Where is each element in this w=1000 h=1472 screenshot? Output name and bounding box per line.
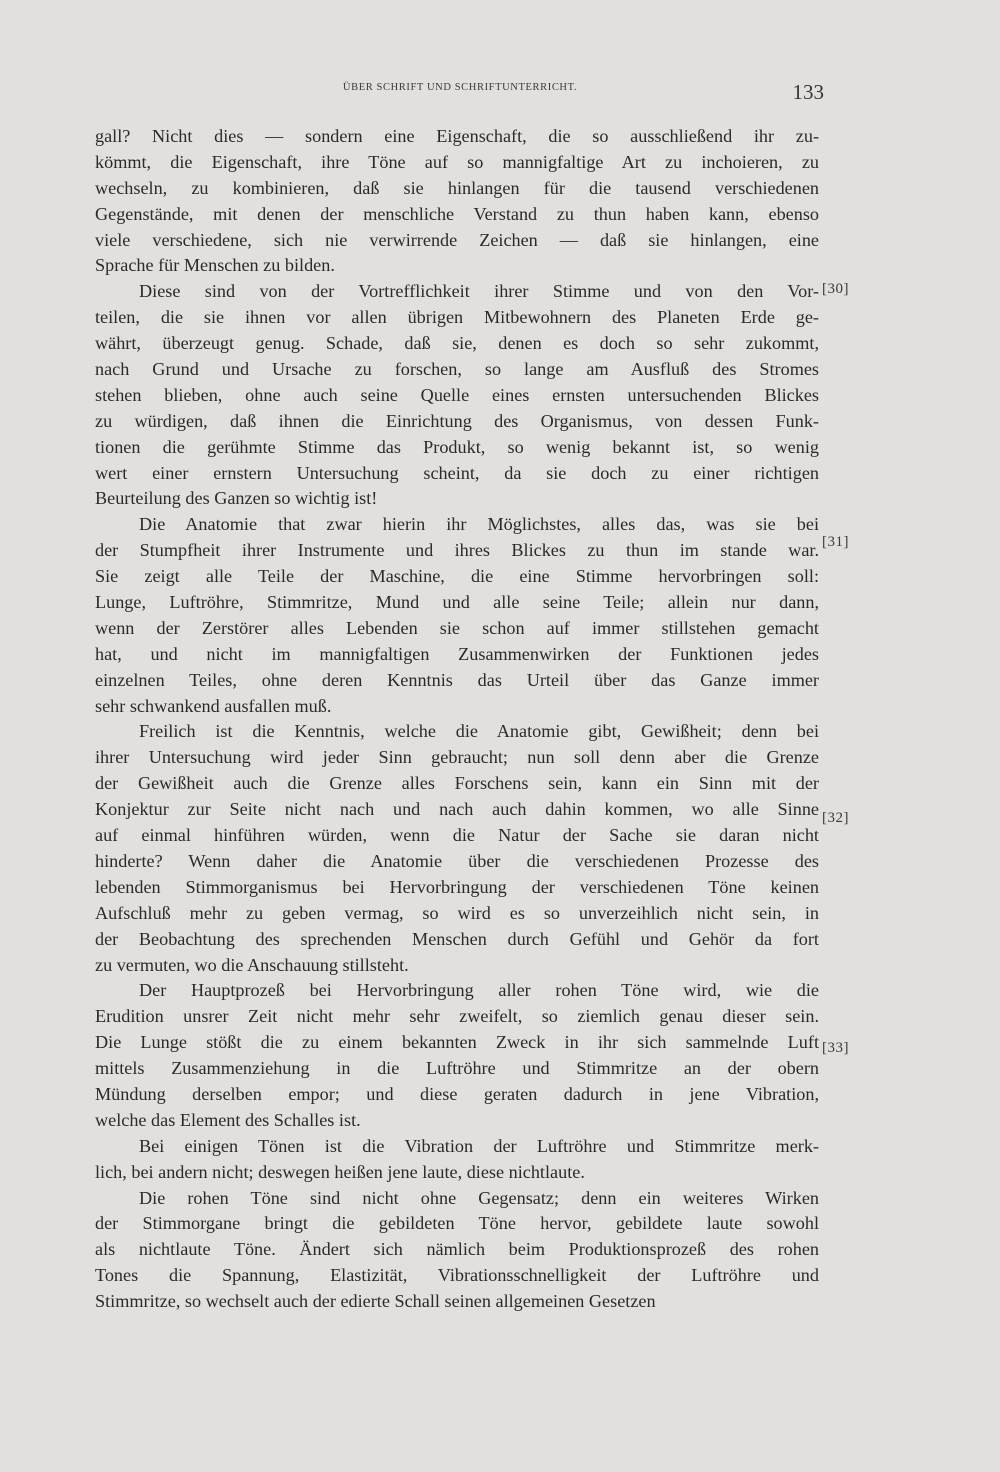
text-line: Sprache für Menschen zu bilden. xyxy=(95,255,335,276)
margin-line-number: [30] xyxy=(822,281,849,297)
running-head: ÜBER SCHRIFT UND SCHRIFTUNTERRICHT. xyxy=(342,82,578,93)
text-line: viele verschiedene, sich nie verwirrende Zeichen — daß sie hinlangen, eine xyxy=(95,229,819,250)
text-line: der Gewißheit auch die Grenze alles Forschens sein, kann ein Sinn mit der xyxy=(95,773,819,794)
text-line: Der Hauptprozeß bei Hervorbringung aller rohen Töne wird, wie die xyxy=(139,980,819,1001)
text-line: Mündung derselben empor; und diese geraten dadurch in jene Vibration, xyxy=(95,1083,819,1104)
text-line: welche das Element des Schalles ist. xyxy=(95,1109,361,1130)
text-line: mittels Zusammenziehung in die Luftröhre und Stimmritze an der obern xyxy=(95,1058,819,1079)
text-line: teilen, die sie ihnen vor allen übrigen Mitbewohnern des Planeten Erde ge- xyxy=(95,307,819,328)
text-line: auf einmal hinführen würden, wenn die Natur der Sache sie daran nicht xyxy=(95,825,819,846)
text-line: wechseln, zu kombinieren, daß sie hinlangen für die tausend verschiedenen xyxy=(95,177,819,198)
margin-line-number: [33] xyxy=(822,1040,849,1056)
text-line: währt, überzeugt genug. Schade, daß sie, denen es doch so sehr zukommt, xyxy=(95,333,819,354)
text-line: einzelnen Teiles, ohne deren Kenntnis das Urteil über das Ganze immer xyxy=(95,669,819,690)
text-line: sehr schwankend ausfallen muß. xyxy=(95,695,332,716)
text-line: Lunge, Luftröhre, Stimmritze, Mund und alle seine Teile; allein nur dann, xyxy=(95,592,819,613)
text-line: Die rohen Töne sind nicht ohne Gegensatz; denn ein weiteres Wirken xyxy=(139,1187,819,1208)
text-line: Diese sind von der Vortrefflichkeit ihrer Stimme und von den Vor- xyxy=(139,281,819,302)
text-line: zu vermuten, wo die Anschauung stillsteht. xyxy=(95,954,409,975)
text-line: Aufschluß mehr zu geben vermag, so wird es so unverzeihlich nicht sein, in xyxy=(95,902,819,923)
text-line: wert einer ernstern Untersuchung scheint, da sie doch zu einer richtigen xyxy=(95,462,819,483)
text-line: Bei einigen Tönen ist die Vibration der Luftröhre und Stimmritze merk- xyxy=(139,1135,819,1156)
text-line: nach Grund und Ursache zu forschen, so lange am Ausfluß des Stromes xyxy=(95,359,819,380)
text-line: als nichtlaute Töne. Ändert sich nämlich beim Produktionsprozeß des rohen xyxy=(95,1239,819,1260)
text-line: lebenden Stimmorganismus bei Hervorbringung der verschiedenen Töne keinen xyxy=(95,876,819,897)
text-line: Die Lunge stößt die zu einem bekannten Zweck in ihr sich sammelnde Luft xyxy=(95,1032,819,1053)
margin-line-number: [31] xyxy=(822,534,849,550)
body-text xyxy=(95,124,819,1315)
text-line: hinderte? Wenn daher die Anatomie über die verschiedenen Prozesse des xyxy=(95,850,819,871)
text-line: lich, bei andern nicht; deswegen heißen jene laute, diese nichtlaute. xyxy=(95,1161,585,1182)
text-line: Erudition unsrer Zeit nicht mehr sehr zweifelt, so ziemlich genau dieser sein. xyxy=(95,1006,819,1027)
text-line: Gegenstände, mit denen der menschliche Verstand zu thun haben kann, ebenso xyxy=(95,203,819,224)
text-line: stehen blieben, ohne auch seine Quelle eines ernsten untersuchenden Blickes xyxy=(95,384,819,405)
text-line: Beurteilung des Ganzen so wichtig ist! xyxy=(95,488,378,509)
text-line: tionen die gerühmte Stimme das Produkt, so wenig bekannt ist, so wenig xyxy=(95,436,819,457)
text-line: kömmt, die Eigenschaft, ihre Töne auf so mannigfaltige Art zu inchoieren, zu xyxy=(95,151,819,172)
text-line: der Stumpfheit ihrer Instrumente und ihres Blickes zu thun im stande war. xyxy=(95,540,819,561)
text-line: wenn der Zerstörer alles Lebenden sie schon auf immer stillstehen gemacht xyxy=(95,617,819,638)
text-line: zu würdigen, daß ihnen die Einrichtung des Organismus, von dessen Funk- xyxy=(95,410,819,431)
margin-line-number: [32] xyxy=(822,810,849,826)
text-line: Tones die Spannung, Elastizität, Vibrationsschnelligkeit der Luftröhre und xyxy=(95,1265,819,1286)
text-line: Freilich ist die Kenntnis, welche die Anatomie gibt, Gewißheit; denn bei xyxy=(139,721,819,742)
text-line: gall? Nicht dies — sondern eine Eigenschaft, die so ausschließend ihr zu- xyxy=(95,126,819,146)
text-line: hat, und nicht im mannigfaltigen Zusammenwirken der Funktionen jedes xyxy=(95,643,819,664)
text-line: ihrer Untersuchung wird jeder Sinn gebraucht; nun soll denn aber die Grenze xyxy=(95,747,819,768)
text-line: Sie zeigt alle Teile der Maschine, die eine Stimme hervorbringen soll: xyxy=(95,566,819,587)
text-line: Stimmritze, so wechselt auch der edierte Schall seinen allgemeinen Gesetzen xyxy=(95,1291,656,1312)
page-number: 133 xyxy=(792,80,824,104)
text-line: der Stimmorgane bringt die gebildeten Töne hervor, gebildete laute sowohl xyxy=(95,1213,819,1234)
text-line: Konjektur zur Seite nicht nach und nach auch dahin kommen, wo alle Sinne xyxy=(95,799,819,820)
text-line: der Beobachtung des sprechenden Menschen durch Gefühl und Gehör da fort xyxy=(95,928,819,949)
text-line: Die Anatomie that zwar hierin ihr Möglichstes, alles das, was sie bei xyxy=(139,514,819,535)
